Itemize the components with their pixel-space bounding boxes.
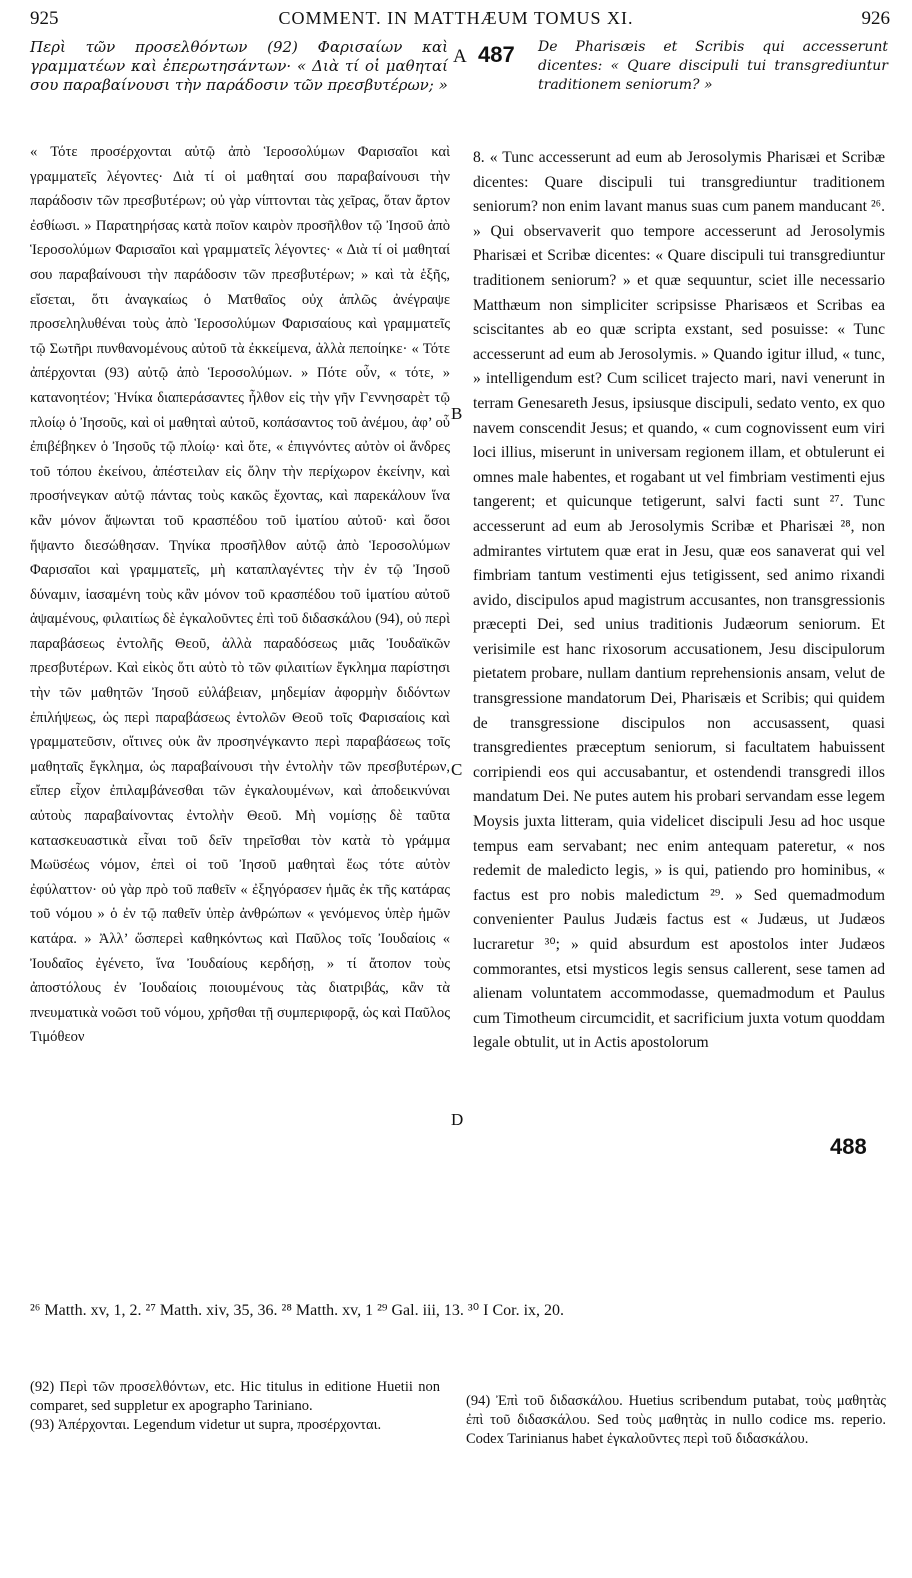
note-92: (92) Περὶ τῶν προσελθόντων, etc. Hic titulus in editione Huetii non comparet, sed suppletur ex apographo Tariniano. — [30, 1379, 440, 1414]
page-number-left: 925 — [30, 8, 59, 29]
page-header — [0, 8, 912, 34]
note-93: (93) Ἀπέρχονται. Legendum videtur ut supra, προσέρχονται. — [30, 1417, 382, 1433]
notes-left — [30, 1378, 440, 1435]
edition-page-488: 488 — [830, 1134, 867, 1159]
running-title: COMMENT. IN MATTHÆUM TOMUS XI. — [278, 8, 634, 28]
note-94: (94) Ἐπὶ τοῦ διδασκάλου. Huetius scribendum putabat, τοὺς μαθητὰς ἐπὶ τοῦ διδασκάλου. Sed τοὺς μαθητὰς in nullo codice ms. reperio. Codex Tarinianus habet ἐγκαλοῦντες περὶ τοῦ διδασκάλου. — [466, 1393, 886, 1447]
margin-mark-b: B — [451, 404, 463, 423]
margin-mark-c: C — [451, 760, 463, 779]
edition-page-487: 487 — [478, 42, 515, 67]
greek-column: « Τότε προσέρχονται αὐτῷ ἀπὸ Ἱεροσολύμων Φαρισαῖοι καὶ γραμματεῖς λέγοντες· Διὰ τί οἱ μαθηταί σου παραβαίνουσι τὴν παράδοσιν τῶν πρεσβυτέρων; οὐ γὰρ νίπτονται τὰς χεῖρας, ὅταν ἄρτον ἐσθίωσι. » Παρατηρήσας κατὰ ποῖον καιρὸν προσῆλθον τῷ Ἰησοῦ ἀπὸ Ἱεροσολύμων Φαρισαῖοι καὶ γραμματεῖς λέγοντες· « Διὰ τί οἱ μαθηταί σου παραβαίνουσι τὴν παράδοσιν τῶν πρεσβυτέρων; » καὶ τὰ ἑξῆς, εἴσεται, ὅτι ἀναγκαίως ὁ Ματθαῖος οὐχ ἁπλῶς ἀνέγραψε προσεληλυθέναι τοὺς ἀπὸ Ἱεροσολύμων Φαρισαίους καὶ γραμματεῖς τῷ Σωτῆρι πυνθανομένους αὐτοῦ τὰ ἐκκείμενα, ἀλλὰ πεποίηκε· « Τότε ἀπέρχονται (93) αὐτῷ ἀπὸ Ἱεροσολύμων. » Πότε οὖν, « τότε, » κατανοητέον; Ἡνίκα διαπεράσαντες ἦλθον εἰς τὴν γῆν Γεννησαρὲτ τῷ πλοίῳ ὁ Ἰησοῦς, καὶ οἱ μαθηταὶ αὐτοῦ, κοπάσαντος τοῦ ἀνέμου, ἀφ’ οὗ ἐπιβέβηκεν ὁ Ἰησοῦς τῷ πλοίῳ· καὶ ὅτε, « ἐπιγνόντες αὐτὸν οἱ ἄνδρες τοῦ τόπου ἐκείνου, ἀπέστειλαν εἰς ὅλην τὴν περίχωρον ἐκείνην, καὶ προσήνεγκαν αὐτῷ πάντας τοὺς κακῶς ἔχοντας, καὶ παρεκάλουν ἵνα κἂν μόνον ἅψωνται τοῦ κρασπέδου τοῦ ἱματίου αὐτοῦ· καὶ ὅσοι ἥψαντο διεσώθησαν. Τηνίκα προσῆλθον αὐτῷ ἀπὸ Ἱεροσολύμων Φαρισαῖοι καὶ γραμματεῖς, μὴ καταπλαγέντες τὴν ἐν τῷ Ἰησοῦ δύναμιν, ἰασαμένη τοὺς κἂν μόνον τοῦ κρασπέδου τοῦ ἱματίου αὐτοῦ ἁψαμένους, φιλαιτίως δὲ ἐγκαλοῦντες ἐπὶ τοῦ διδασκάλου (94), οὐ περὶ παραβάσεως ἐντολῆς Θεοῦ, ἀλλὰ παραδόσεως μιᾶς Ἰουδαϊκῶν πρεσβυτέρων. Καὶ εἰκὸς ὅτι αὐτὸ τὸ τῶν φιλαιτίων ἔγκλημα παρίστησι τὴν τῶν μαθητῶν Ἰησοῦ εὐλάβειαν, μηδεμίαν ἀφορμὴν διδόντων ἐπιλήψεως, ὡς περὶ παραβάσεως ἐντολῶν Θεοῦ τοῖς Φαρισαίοις καὶ γραμματεῦσιν, οἵτινες οὐκ ἂν προσηνέγκαντο περὶ παραβάσεως τοῖς μαθηταῖς ἔγκλημα, ὡς παραβαίνουσι τὴν ἐντολὴν τῶν πρεσβυτέρων, εἴπερ εἶχον ἐπιλαμβάνεσθαι τῶν ἐγκαλουμένων, καὶ ἀποδεικνύναι αὐτοὺς παραβαίνοντας ἐντολὴν Θεοῦ. Μὴ νομίσῃς δὲ ταῦτα κατασκευαστικὰ εἶναι τοῦ δεῖν τηρεῖσθαι τὸν κατὰ τὸ γράμμα Μωϋσέως νόμον, ἐπεὶ οἱ τοῦ Ἰησοῦ μαθηταὶ ἕως τότε αὐτὸν ἐφύλαττον· οὐ γὰρ πρὸ τοῦ παθεῖν « ἐξηγόρασεν ἡμᾶς ἐκ τῆς κατάρας τοῦ νόμου » ὁ ἐν τῷ παθεῖν ὑπὲρ ἀνθρώπων « γενόμενος ὑπὲρ ἡμῶν κατάρα. » Ἀλλ’ ὥσπερεὶ καθηκόντως καὶ Παῦλος τοῖς Ἰουδαίοις « Ἰουδαῖος ἐγένετο, ἵνα Ἰουδαίους κερδήσῃ, » τί ἄτοπον τοὺς ἀποστόλους ἐν Ἰουδαίοις ποιουμένους τὰς διατριβάς, κἂν τὰ πνευματικὰ νοῶσι τοῦ νόμου, χρῆσθαι τῇ συμπεριφορᾷ, ὡς καὶ Παῦλος Τιμόθεον — [30, 144, 450, 1046]
margin-mark-a: A — [453, 46, 467, 67]
scripture-references: ²⁶ Matth. xv, 1, 2. ²⁷ Matth. xiv, 35, 36. ²⁸ Matth. xv, 1 ²⁹ Gal. iii, 13. ³⁰ I Cor. ix, 20. — [30, 1302, 565, 1319]
section-title-latin: De Pharisæis et Scribis qui accesserunt dicentes: « Quare discipuli tui transgrediuntur traditionem seniorum? » — [538, 39, 888, 93]
latin-column: 8. « Tunc accesserunt ad eum ab Jerosolymis Pharisæi et Scribæ dicentes: Quare discipuli tui transgrediuntur traditionem seniorum? non enim lavant manus suas cum panem manducant ²⁶. » Qui observaverit quo tempore accesserunt ad Jerosolymis Pharisæi et Scribæ dicentes: « Quare discipuli tui transgrediuntur traditionem seniorum? » et quæ sequuntur, sciet ille necessario Matthæum non simpliciter scripsisse Pharisæos et Scribas ea sciscitantes ab eo quæ scripta exstant, sed posuisse: « Tunc accesserunt ad eum ab Jerosolymis. » Quando igitur illud, « tunc, » intelligendum est? Cum scilicet trajecto mari, navi venerunt in terram Genesareth Jesus, ipsiusque discipuli, sedato vento, ex quo navem conscendit Jesus; et quando, « cum cognovissent eum viri loci illius, miserunt in universam regionem illam, et obtulerunt ei omnes male habentes, et rogabant ut vel fimbriam vestimenti ejus tangerent; et quicunque tetigerunt, salvi facti sunt ²⁷. Tunc accesserunt ad eum ab Jerosolymis Scribæ et Pharisæi ²⁸, non admirantes virtutem quæ erat in Jesu, quæ eos sanaverat qui vel fimbriam tantum vestimenti ejus tetigissent, sed animo rixandi avido, discipulos apud magistrum accusantes, non transgressionis præcepti Dei, sed unius traditionis Judæorum seniorum. Et verisimile est hanc rixosorum accusationem, Jesu discipulorum pietatem probare, nullam dantium reprehensionis ansam, velut de transgressione mandatorum Dei, Pharisæis et Scribis; qui quidem de transgressione discipulos non accusassent, quasi transgredientes præceptum seniorum, si facultatem habuissent corripiendi eos qui accusabantur, et ostendendi transgredi illos mandatum Dei. Ne putes autem his probari servandam esse legem Moysis juxta litteram, quia videlicet discipuli Jesu ad hoc usque tempus eam servabant; nec enim antequam pateretur, « nos redemit de maledicto legis, » is qui, patiendo pro hominibus, « factus est pro nobis maledictum ²⁹. » Sed quemadmodum convenienter Paulus Judæis factus est « Judæus, ut Judæos lucraretur ³⁰; » quid absurdum est apostolos inter Judæos commorantes, etsi mysticos legis sensus callerent, sese tamen ad alienam voluntatem accommodasse, quemadmodum et Paulus cum Timotheum circumcidit, et sacrificium juxta votum quoddam legale obtulit, ut in Actis apostolorum — [473, 149, 885, 1052]
section-title-greek: Περὶ τῶν προσελθόντων (92) Φαρισαίων καὶ γραμματέων καὶ ἐπερωτησάντων· « Διὰ τί οἱ μαθηταί σου παραβαίνουσι τὴν παράδοσιν τῶν πρεσβυτέρων; » — [30, 38, 448, 94]
notes-right — [466, 1392, 886, 1449]
margin-mark-d: D — [451, 1110, 464, 1129]
page-number-right: 926 — [861, 8, 890, 29]
